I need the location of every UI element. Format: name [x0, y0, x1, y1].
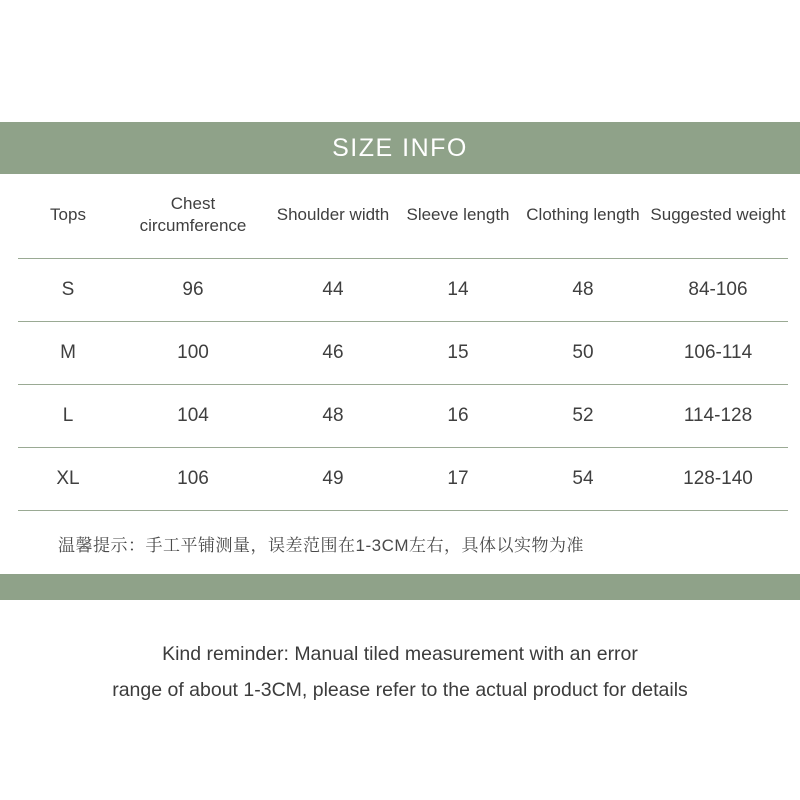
cell-weight: 84-106 — [648, 259, 788, 322]
size-table-body — [18, 259, 788, 511]
table-header-row — [18, 174, 788, 259]
cell-weight: 114-128 — [648, 385, 788, 448]
size-chart-header — [0, 122, 800, 174]
cell-weight: 106-114 — [648, 322, 788, 385]
column-header-sleeve: Sleeve length — [398, 174, 518, 259]
size-table — [18, 174, 788, 511]
cell-size: L — [18, 385, 118, 448]
bottom-reminder-line-1: Kind reminder: Manual tiled measurement with an error — [162, 643, 638, 665]
table-row — [18, 448, 788, 511]
cell-sleeve: 14 — [398, 259, 518, 322]
bottom-reminder-text — [0, 636, 800, 708]
cell-size: XL — [18, 448, 118, 511]
cell-chest: 100 — [118, 322, 268, 385]
cell-sleeve: 16 — [398, 385, 518, 448]
column-header-shoulder: Shoulder width — [268, 174, 398, 259]
cell-size: S — [18, 259, 118, 322]
size-chart — [0, 122, 800, 600]
cell-length: 50 — [518, 322, 648, 385]
table-row — [18, 385, 788, 448]
cell-length: 48 — [518, 259, 648, 322]
measurement-note-chinese: 温馨提示：手工平铺测量，误差范围在1-3CM左右，具体以实物为准 — [58, 536, 585, 555]
table-row — [18, 259, 788, 322]
column-header-tops: Tops — [18, 174, 118, 259]
size-chart-title: SIZE INFO — [332, 133, 468, 162]
cell-shoulder: 46 — [268, 322, 398, 385]
cell-sleeve: 15 — [398, 322, 518, 385]
size-chart-footer-band — [0, 574, 800, 600]
bottom-reminder-line-2: range of about 1-3CM, please refer to the actual product for details — [112, 679, 688, 701]
cell-length: 54 — [518, 448, 648, 511]
cell-shoulder: 49 — [268, 448, 398, 511]
cell-length: 52 — [518, 385, 648, 448]
cell-size: M — [18, 322, 118, 385]
cell-shoulder: 44 — [268, 259, 398, 322]
table-row — [18, 322, 788, 385]
cell-sleeve: 17 — [398, 448, 518, 511]
size-table-head — [18, 174, 788, 259]
column-header-chest: Chest circumference — [118, 174, 268, 259]
cell-chest: 106 — [118, 448, 268, 511]
column-header-weight: Suggested weight — [648, 174, 788, 259]
cell-shoulder: 48 — [268, 385, 398, 448]
column-header-clothing: Clothing length — [518, 174, 648, 259]
cell-chest: 104 — [118, 385, 268, 448]
size-table-container — [0, 174, 800, 574]
cell-weight: 128-140 — [648, 448, 788, 511]
cell-chest: 96 — [118, 259, 268, 322]
